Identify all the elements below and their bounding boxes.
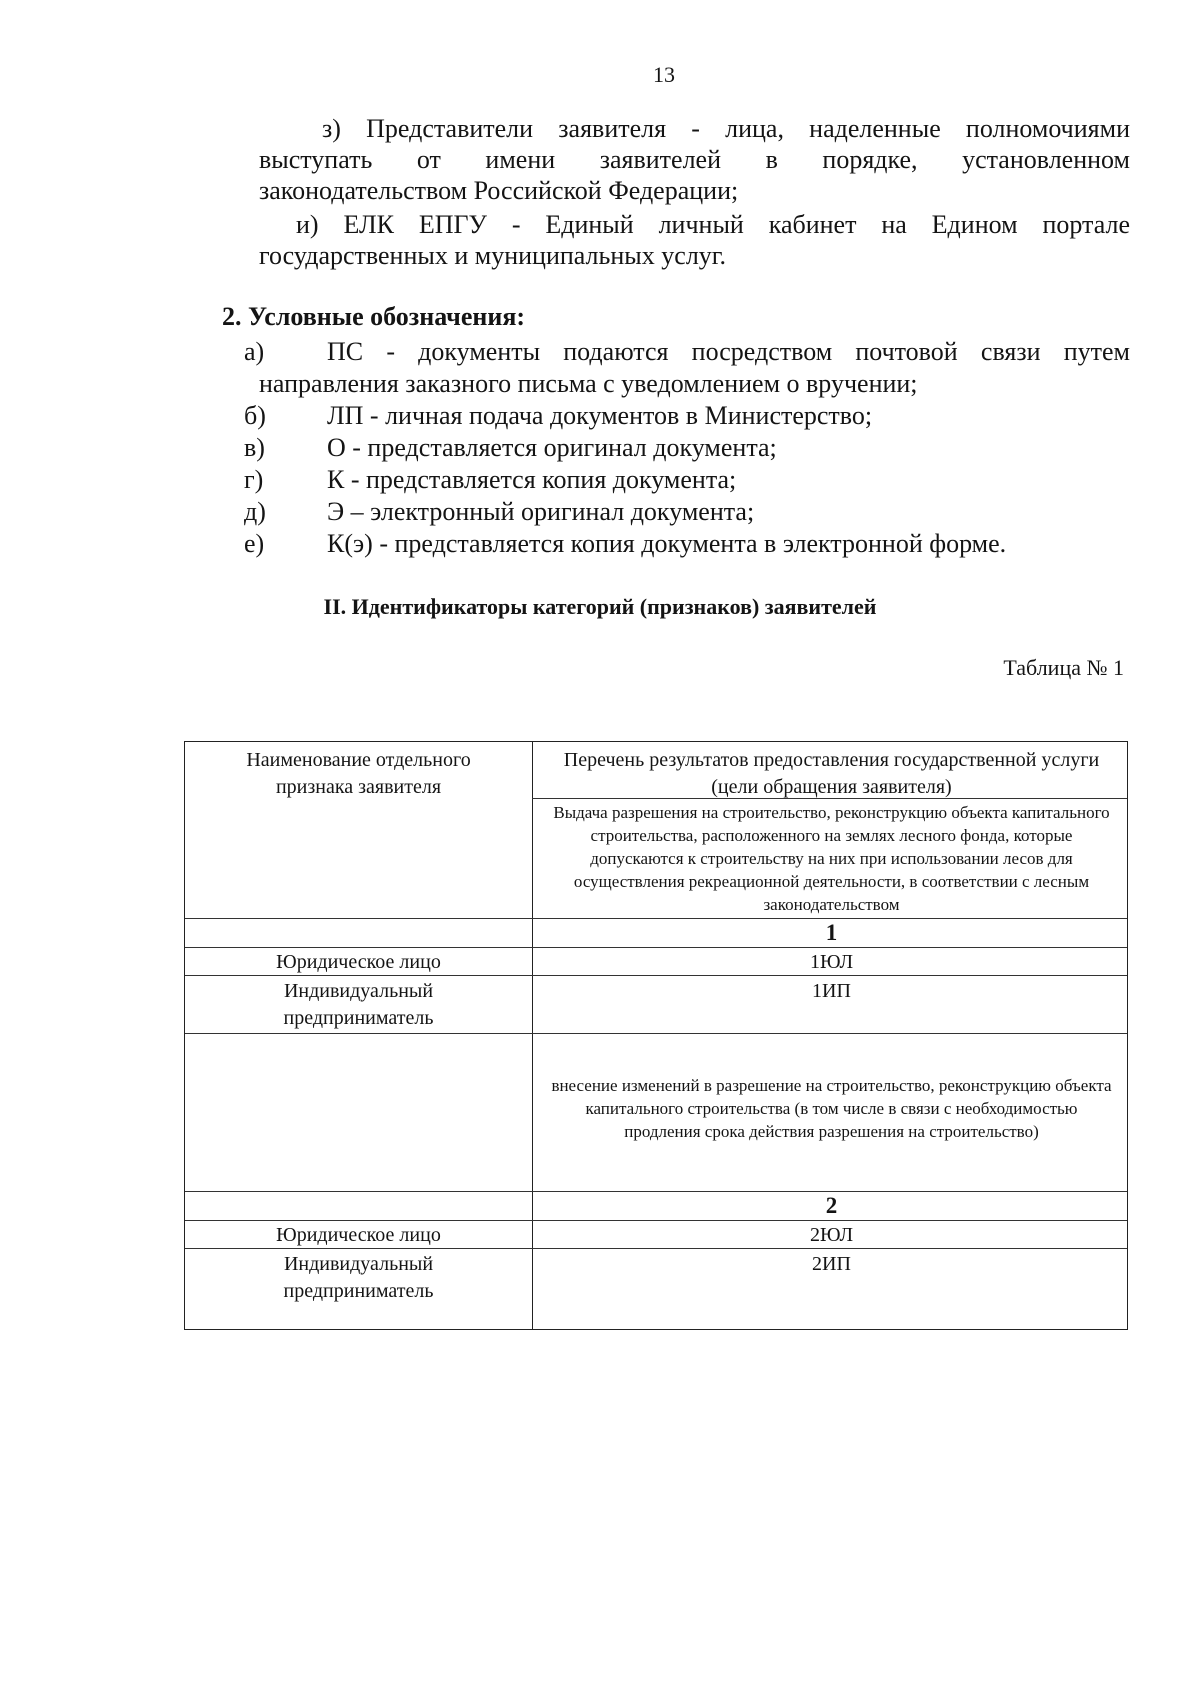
legend-letter: д) [244,497,266,526]
legend-continuation: направления заказного письма с уведомлением о вручении; [259,369,918,398]
group-2-number: 2 [825,1193,838,1218]
group-1-row-1-code: 1ЮЛ [809,951,854,973]
legend-text: ЛП - личная подача документов в Министерство; [327,401,873,430]
paragraph-i-line-2: государственных и муниципальных услуг. [259,241,727,270]
paragraph-z-line-1: з) Представители заявителя - лица, наделенные полномочиями [322,114,1130,143]
header-right: Перечень результатов предоставления государственной услуги (цели обращения заявителя) [563,749,1100,798]
group-1-row-1-label: Юридическое лицо [276,951,441,973]
paragraph-i-line-1: и) ЕЛК ЕПГУ - Единый личный кабинет на Едином портале [296,210,1130,239]
legend-text: ПС - документы подаются посредством почтовой связи путем [327,337,1130,366]
group-1-row-2-code: 1ИП [812,980,851,1002]
legend-text: Э – электронный оригинал документа; [327,497,755,526]
legend-text: О - представляется оригинал документа; [327,433,777,462]
paragraph-z-line-3: законодательством Российской Федерации; [259,176,739,205]
group-2-row-2-label: Индивидуальный предприниматель [283,1253,434,1302]
group-1-description: Выдача разрешения на строительство, реконструкцию объекта капитального строительства, расположенного на землях лесного фонда, которые допускаются к строительству на них при использовании лесов для осуществления рекреационной деятельности, в соответствии с лесным законодательством [553,803,1110,914]
section-2-heading: 2. Условные обозначения: [222,302,526,331]
group-2-row-2-code: 2ИП [812,1253,851,1275]
legend-letter: е) [244,529,265,558]
group-2-row-1-code: 2ЮЛ [809,1224,854,1246]
row-divider [185,947,1127,948]
chapter-title: II. Идентификаторы категорий (признаков) заявителей [323,594,877,619]
group-2-row-1-label: Юридическое лицо [276,1224,441,1246]
legend-letter: а) [244,337,265,366]
legend-letter: в) [244,433,265,462]
header-left: Наименование отдельного признака заявителя [246,749,471,798]
legend-letter: б) [244,401,266,430]
legend-text: К(э) - представляется копия документа в электронной форме. [327,529,1007,558]
legend-text: К - представляется копия документа; [327,465,737,494]
group-1-row-2-label: Индивидуальный предприниматель [283,980,434,1029]
table-caption: Таблица № 1 [1003,655,1124,680]
applicant-categories-table [184,741,1128,1330]
page-number: 13 [653,62,675,87]
column-divider [532,742,533,1329]
paragraph-z-line-2: выступать от имени заявителей в порядке, установленном [259,145,1130,174]
row-divider [185,1191,1127,1192]
group-1-number: 1 [825,920,838,945]
legend-letter: г) [244,465,264,494]
row-divider [185,1033,1127,1034]
row-divider [185,918,1127,919]
row-divider [185,1220,1127,1221]
group-2-description: внесение изменений в разрешение на строительство, реконструкцию объекта капитального строительства (в том числе в связи с необходимостью продления срока действия разрешения на строительство) [551,1076,1112,1141]
